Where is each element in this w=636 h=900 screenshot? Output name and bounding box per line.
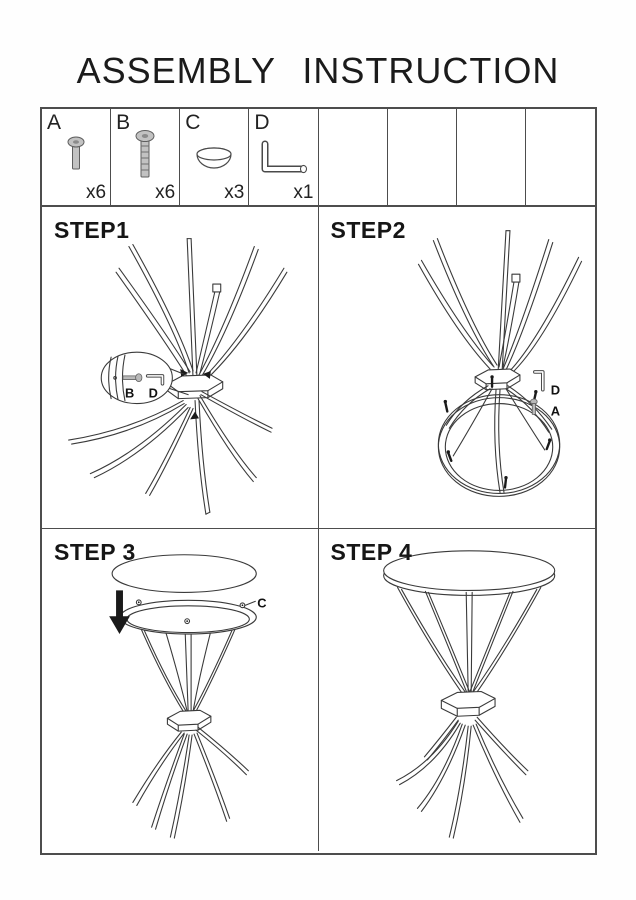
step4-panel: [319, 529, 596, 851]
page-title: ASSEMBLY INSTRUCTION: [76, 50, 560, 91]
callout-screw-b: B: [124, 385, 135, 401]
part-cell-empty-4: [526, 109, 595, 205]
step3-label: STEP 3: [54, 539, 136, 565]
allen-key-icon: [534, 372, 542, 390]
part-cell-empty-1: [319, 109, 388, 205]
step1-label: STEP1: [54, 217, 130, 243]
part-letter-a: A: [47, 111, 62, 134]
part-qty-c: x3: [224, 182, 245, 203]
short-screw-icon: [56, 133, 96, 185]
part-cell-empty-3: [457, 109, 526, 205]
step2-label: STEP2: [330, 217, 406, 243]
step3-drawing: [42, 529, 318, 851]
step1-panel: [42, 207, 319, 529]
part-letter-b: B: [116, 111, 131, 134]
callout-key-d: D: [148, 385, 158, 401]
steps-grid: [42, 207, 595, 851]
part-letter-d: D: [254, 111, 270, 134]
step3-panel: [42, 529, 319, 851]
part-qty-b: x6: [155, 182, 176, 203]
callout-cap-c: C: [257, 595, 267, 611]
long-screw-icon: [125, 128, 165, 190]
callout-screw-a: A: [550, 403, 560, 419]
allen-key-icon: [255, 137, 311, 181]
step4-drawing: [319, 529, 596, 851]
part-cell-a: [42, 109, 111, 205]
part-cell-d: [249, 109, 318, 205]
step2-drawing: [319, 207, 596, 528]
part-cell-c: [180, 109, 249, 205]
part-cell-b: [111, 109, 180, 205]
dome-cap-icon: [190, 140, 238, 178]
callout-key-d: D: [550, 382, 560, 398]
step4-label: STEP 4: [330, 539, 413, 565]
part-cell-empty-2: [388, 109, 457, 205]
step1-drawing: [42, 207, 318, 528]
step2-panel: [319, 207, 596, 529]
part-letter-c: C: [185, 111, 201, 134]
parts-row: [42, 109, 595, 207]
part-qty-a: x6: [86, 182, 107, 203]
sheet-grid: [40, 107, 597, 855]
part-qty-d: x1: [293, 182, 314, 203]
